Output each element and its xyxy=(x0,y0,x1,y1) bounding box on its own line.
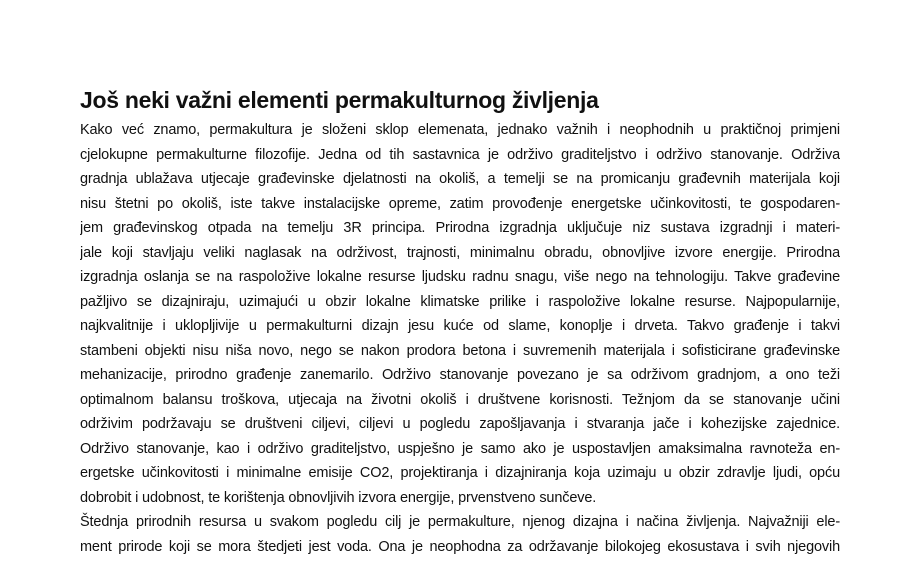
text-line: stambeni objekti nisu niša novo, nego se nakon prodora betona i suvremenih materijala i sofisticirane građevinske xyxy=(80,342,840,359)
text-line: dobrobit i udobnost, te korištenja obnovljivih izvora energije, prvenstveno sunčeve. xyxy=(80,489,597,506)
section-heading: Još neki važni elementi permakulturnog življenja xyxy=(80,87,599,113)
text-line: jale koji stavljaju veliki naglasak na održivost, trajnosti, minimalnu obradu, obnovljive izvore energije. Prirodna xyxy=(80,244,840,261)
text-line: Kako već znamo, permakultura je složeni sklop elemenata, jednako važnih i neophodnih u praktičnoj primjeni xyxy=(80,122,840,138)
text-line: optimalnom balansu troškova, utjecaja na životni okoliš i društvene korisnosti. Težnjom da se stanovanje učini xyxy=(80,391,840,408)
text-line: Štednja prirodnih resursa u svakom pogledu cilj je permakulture, njenog dizajna i načina življenja. Najvažniji ele- xyxy=(80,514,840,530)
text-line: jem građevinskog otpada na temelju 3R principa. Prirodna izgradnja uključuje niz sustava izgradnji i materi- xyxy=(80,220,840,236)
text-line: mehanizacije, prirodno građenje zanemarilo. Održivo stanovanje povezano je sa održivom gradnjom, a ono teži xyxy=(80,367,840,383)
text-line: održivim podržavaju se društveni ciljevi, ciljevi u pogledu zapošljavanja i stvaranja jače i kohezijske zajednice. xyxy=(80,416,840,432)
text-line: nisu štetni po okoliš, iste takve instalacijske opreme, zatim provođenje energetske učinkovitosti, te gospodaren- xyxy=(80,195,840,212)
text-line: izgradnja oslanja se na raspoložive lokalne resurse ljudsku radnu snagu, više nego na tehnologiju. Takve građevine xyxy=(80,269,840,285)
text-line: gradnja ublažava utjecaje građevinske djelatnosti na okoliš, a temelji se na promicanju građevnih materijala koji xyxy=(80,171,840,187)
text-line: ergetske učinkovitosti i minimalne emisije CO2, projektiranja i dizajniranja koja uzimaju u obzir zdravlje ljudi, opću xyxy=(80,465,840,481)
text-line: pažljivo se dizajniraju, uzimajući u obzir lokalne klimatske prilike i raspoložive lokalne resurse. Najpopularnije, xyxy=(80,293,840,310)
text-line: Održivo stanovanje, kao i održivo graditeljstvo, uspješno je samo ako je uspostavljen amaksimalna ravnoteža en- xyxy=(80,440,840,457)
text-line: najkvalitnije i uklopljivije u permakulturni dizajn jesu kuće od slame, konoplje i drveta. Takvo građenje i takvi xyxy=(80,318,840,334)
body-text xyxy=(80,118,840,559)
text-line: cjelokupne permakulturne filozofije. Jedna od tih sastavnica je održivo graditeljstvo i održivo stanovanje. Održiva xyxy=(80,146,840,163)
text-line: ment prirode koji se mora štedjeti jest voda. Ona je neophodna za održavanje bilokojeg ekosustava i svih njegovih xyxy=(80,538,840,555)
